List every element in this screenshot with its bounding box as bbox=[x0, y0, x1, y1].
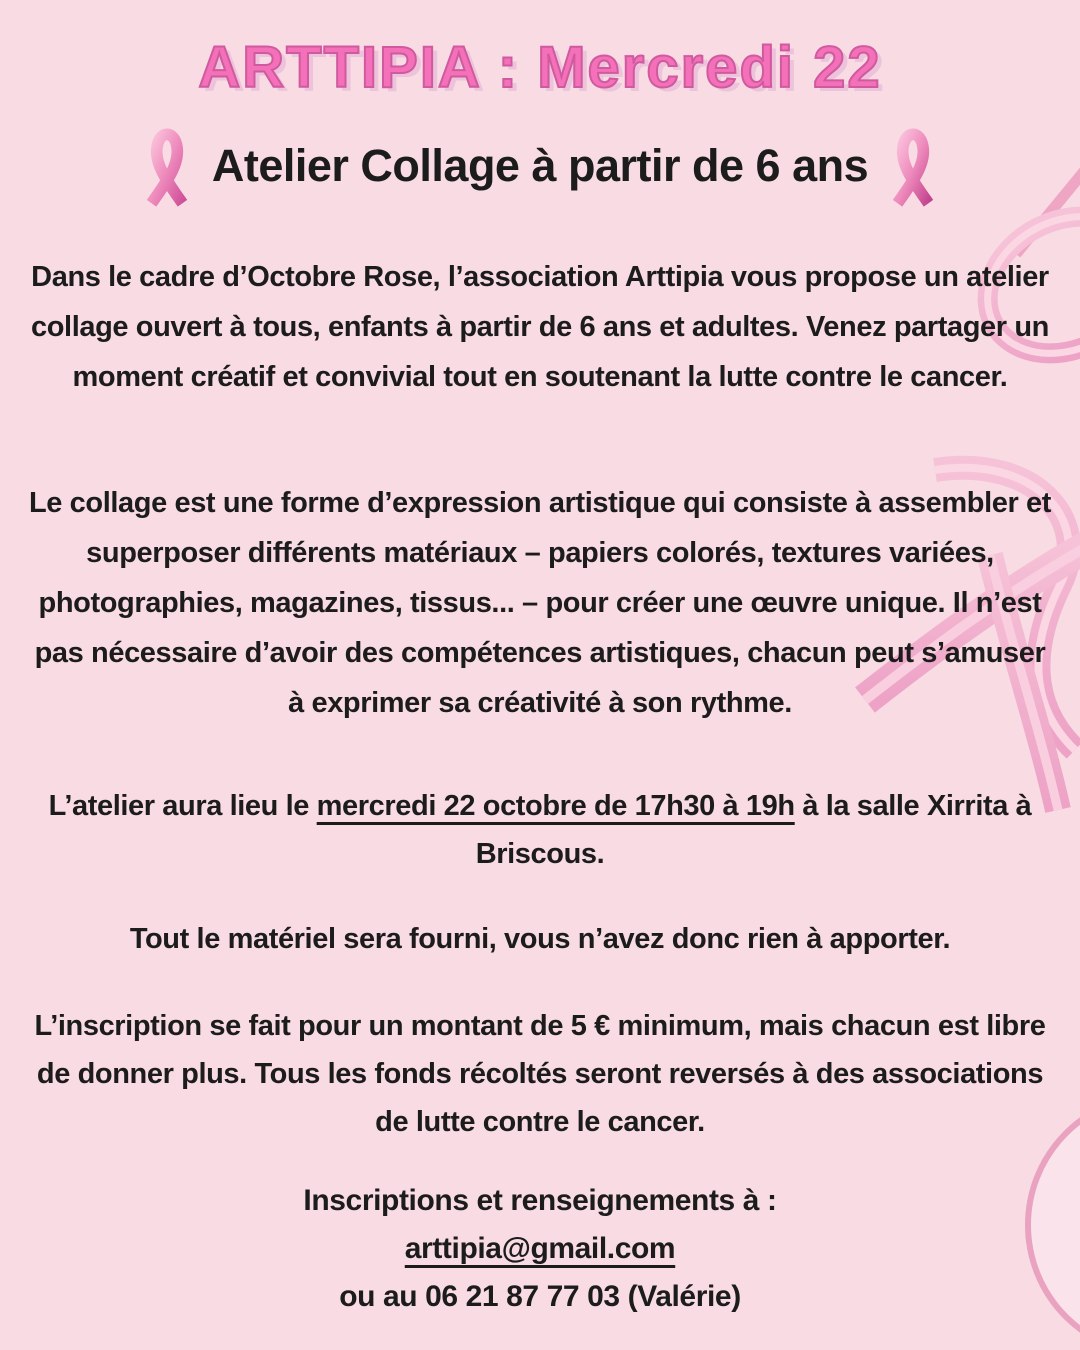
schedule-text-after: à la salle Xirrita à Briscous. bbox=[475, 790, 1032, 870]
poster-subtitle: Atelier Collage à partir de 6 ans bbox=[211, 140, 869, 191]
contact-heading: Inscriptions et renseignements à : bbox=[303, 1184, 777, 1217]
contact-block bbox=[0, 1178, 1080, 1320]
contact-email: arttipia@gmail.com bbox=[404, 1232, 676, 1265]
poster-title: ARTTIPIA : Mercredi 22 bbox=[198, 35, 882, 100]
schedule-text-before: L’atelier aura lieu le bbox=[48, 790, 317, 822]
schedule-date-underlined: mercredi 22 octobre de 17h30 à 19h bbox=[316, 790, 795, 822]
about-collage-paragraph: Le collage est une forme d’expression artistique qui consiste à assembler et superposer différents matériaux – papiers colorés, textures variées, photographies, magazines, tissus... – pour créer une œuvre unique. Il n’est pas nécessaire d’avoir des compétences artistiques, chacun peut s’amuser à exprimer sa créativité à son rythme. bbox=[28, 487, 1051, 719]
intro-paragraph: Dans le cadre d’Octobre Rose, l’association Arttipia vous propose un atelier collage ouvert à tous, enfants à partir de 6 ans et adultes. Venez partager un moment créatif et convivial tout en soutenant la lutte contre le cancer. bbox=[31, 261, 1049, 393]
materials-paragraph: Tout le matériel sera fourni, vous n’avez donc rien à apporter. bbox=[129, 923, 951, 955]
subtitle-row bbox=[0, 120, 1080, 212]
contact-phone: ou au 06 21 87 77 03 (Valérie) bbox=[339, 1280, 741, 1313]
schedule-paragraph bbox=[24, 782, 1056, 878]
awareness-ribbon-icon bbox=[884, 120, 942, 212]
pricing-paragraph: L’inscription se fait pour un montant de 5 € minimum, mais chacun est libre de donner plus. Tous les fonds récoltés seront reversés à des associations de lutte contre le cancer. bbox=[34, 1010, 1046, 1138]
awareness-ribbon-icon bbox=[138, 120, 196, 212]
